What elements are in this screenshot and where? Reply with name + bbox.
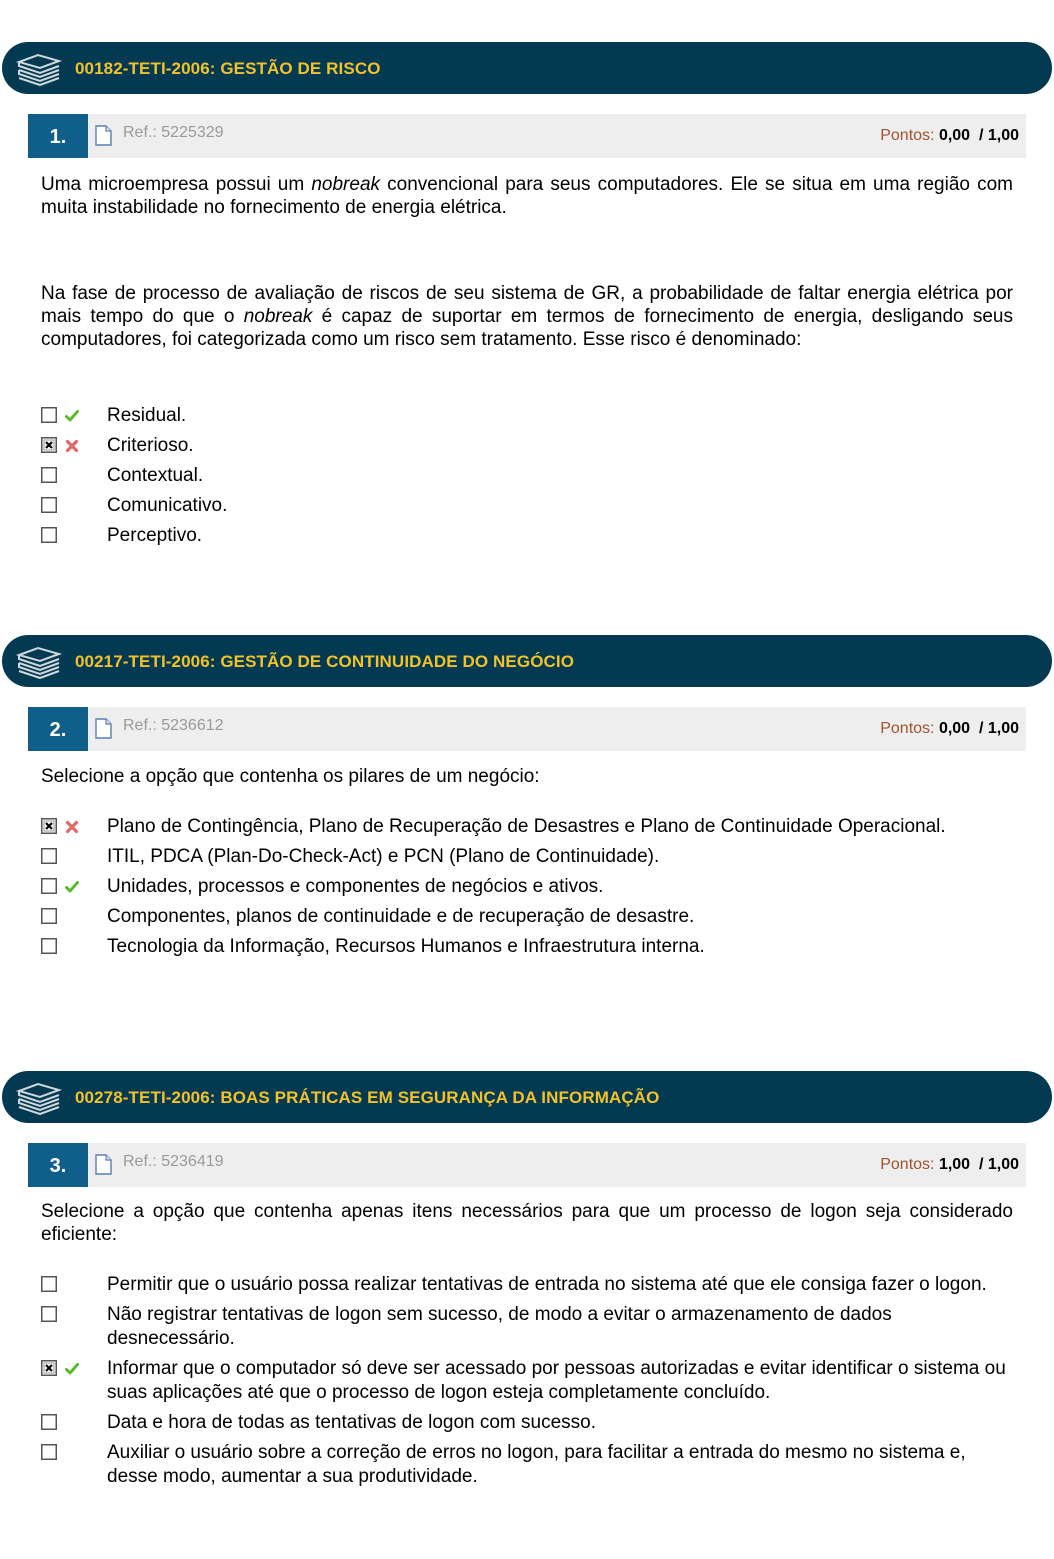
option-row[interactable] [41, 905, 1021, 929]
question-ref: Ref.: 5236612 [123, 717, 224, 734]
options-list [41, 815, 1021, 965]
question-number: 3. [28, 1143, 88, 1187]
question-stem: Uma microempresa possui um nobreak convencional para seus computadores. Ele se situa em uma região com muita instabilidade no fornecimento de energia elétrica. [41, 174, 1013, 218]
books-icon [16, 52, 62, 86]
books-icon [16, 1081, 62, 1115]
checkbox-icon[interactable] [41, 467, 57, 483]
correct-check-icon [65, 409, 79, 423]
checkbox-icon[interactable] [41, 1276, 57, 1292]
checkbox-icon[interactable] [41, 938, 57, 954]
option-row[interactable] [41, 815, 1021, 839]
option-row[interactable] [41, 464, 1021, 488]
checkbox-icon[interactable] [41, 878, 57, 894]
option-row[interactable] [41, 404, 1021, 428]
books-icon [16, 645, 62, 679]
option-row[interactable] [41, 1273, 1021, 1297]
option-row[interactable] [41, 1357, 1021, 1405]
option-text: Tecnologia da Informação, Recursos Humanos e Infraestrutura interna. [107, 936, 705, 957]
section-banner [2, 635, 1052, 687]
option-text: Plano de Contingência, Plano de Recuperação de Desastres e Plano de Continuidade Operacional. [107, 816, 946, 837]
option-text: Informar que o computador só deve ser acessado por pessoas autorizadas e evitar identificar o sistema ou suas aplicações até que o processo de logon esteja completamente concluído. [107, 1358, 1006, 1403]
options-list [41, 1273, 1021, 1495]
question-points: Pontos: 1,00 / 1,00 [880, 1156, 1019, 1173]
correct-check-icon [65, 880, 79, 894]
option-row[interactable] [41, 875, 1021, 899]
banner-title: 00182-TETI-2006: GESTÃO DE RISCO [75, 59, 381, 78]
option-row[interactable] [41, 1441, 1021, 1489]
option-text: Data e hora de todas as tentativas de logon com sucesso. [107, 1412, 597, 1433]
banner-title: 00278-TETI-2006: BOAS PRÁTICAS EM SEGURANÇA DA INFORMAÇÃO [75, 1088, 660, 1107]
checkbox-icon[interactable] [41, 1306, 57, 1322]
section-banner [2, 1071, 1052, 1123]
option-text: Unidades, processos e componentes de negócios e ativos. [107, 876, 604, 897]
checkbox-checked-icon[interactable] [41, 1360, 57, 1376]
option-text: Contextual. [107, 465, 204, 486]
section-2 [0, 635, 1054, 957]
option-text: Residual. [107, 405, 187, 426]
option-text: Criterioso. [107, 435, 194, 456]
checkbox-icon[interactable] [41, 527, 57, 543]
wrong-cross-icon [65, 439, 79, 453]
section-1 [0, 42, 1054, 546]
banner-title: 00217-TETI-2006: GESTÃO DE CONTINUIDADE DO NEGÓCIO [75, 652, 575, 671]
question-number: 2. [28, 707, 88, 751]
question-header [28, 114, 1026, 158]
checkbox-checked-icon[interactable] [41, 437, 57, 453]
checkbox-icon[interactable] [41, 908, 57, 924]
question-stem-2: Na fase de processo de avaliação de riscos de seu sistema de GR, a probabilidade de faltar energia elétrica por mais tempo do que o nobreak é capaz de suportar em termos de fornecimento de energia, desligando seus computadores, foi categorizada como um risco sem tratamento. Esse risco é denominado: [41, 283, 1013, 350]
question-points: Pontos: 0,00 / 1,00 [880, 720, 1019, 737]
question-ref: Ref.: 5236419 [123, 1153, 224, 1170]
checkbox-icon[interactable] [41, 1414, 57, 1430]
checkbox-icon[interactable] [41, 407, 57, 423]
option-text: ITIL, PDCA (Plan-Do-Check-Act) e PCN (Plano de Continuidade). [107, 846, 660, 867]
option-row[interactable] [41, 434, 1021, 458]
option-row[interactable] [41, 524, 1021, 548]
option-row[interactable] [41, 494, 1021, 518]
question-stem: Selecione a opção que contenha os pilares de um negócio: [41, 766, 540, 787]
correct-check-icon [65, 1362, 79, 1376]
option-text: Auxiliar o usuário sobre a correção de erros no logon, para facilitar a entrada do mesmo no sistema e, desse modo, aumentar a sua produtividade. [107, 1442, 966, 1487]
option-text: Não registrar tentativas de logon sem sucesso, de modo a evitar o armazenamento de dados desnecessário. [107, 1304, 892, 1349]
section-banner [2, 42, 1052, 94]
option-row[interactable] [41, 935, 1021, 959]
checkbox-icon[interactable] [41, 848, 57, 864]
question-points: Pontos: 0,00 / 1,00 [880, 127, 1019, 144]
option-row[interactable] [41, 1411, 1021, 1435]
option-text: Comunicativo. [107, 495, 228, 516]
section-3 [0, 1071, 1054, 1487]
question-header [28, 707, 1026, 751]
question-ref: Ref.: 5225329 [123, 124, 224, 141]
document-icon [95, 1154, 112, 1175]
checkbox-icon[interactable] [41, 1444, 57, 1460]
option-text: Permitir que o usuário possa realizar tentativas de entrada no sistema até que ele consiga fazer o logon. [107, 1274, 987, 1295]
document-icon [95, 718, 112, 739]
question-number: 1. [28, 114, 88, 158]
checkbox-checked-icon[interactable] [41, 818, 57, 834]
option-text: Perceptivo. [107, 525, 203, 546]
document-icon [95, 125, 112, 146]
option-row[interactable] [41, 1303, 1021, 1351]
option-text: Componentes, planos de continuidade e de recuperação de desastre. [107, 906, 695, 927]
question-stem: Selecione a opção que contenha apenas itens necessários para que um processo de logon seja considerado eficiente: [41, 1201, 1013, 1245]
options-list [41, 404, 1021, 554]
checkbox-icon[interactable] [41, 497, 57, 513]
question-header [28, 1143, 1026, 1187]
wrong-cross-icon [65, 820, 79, 834]
option-row[interactable] [41, 845, 1021, 869]
